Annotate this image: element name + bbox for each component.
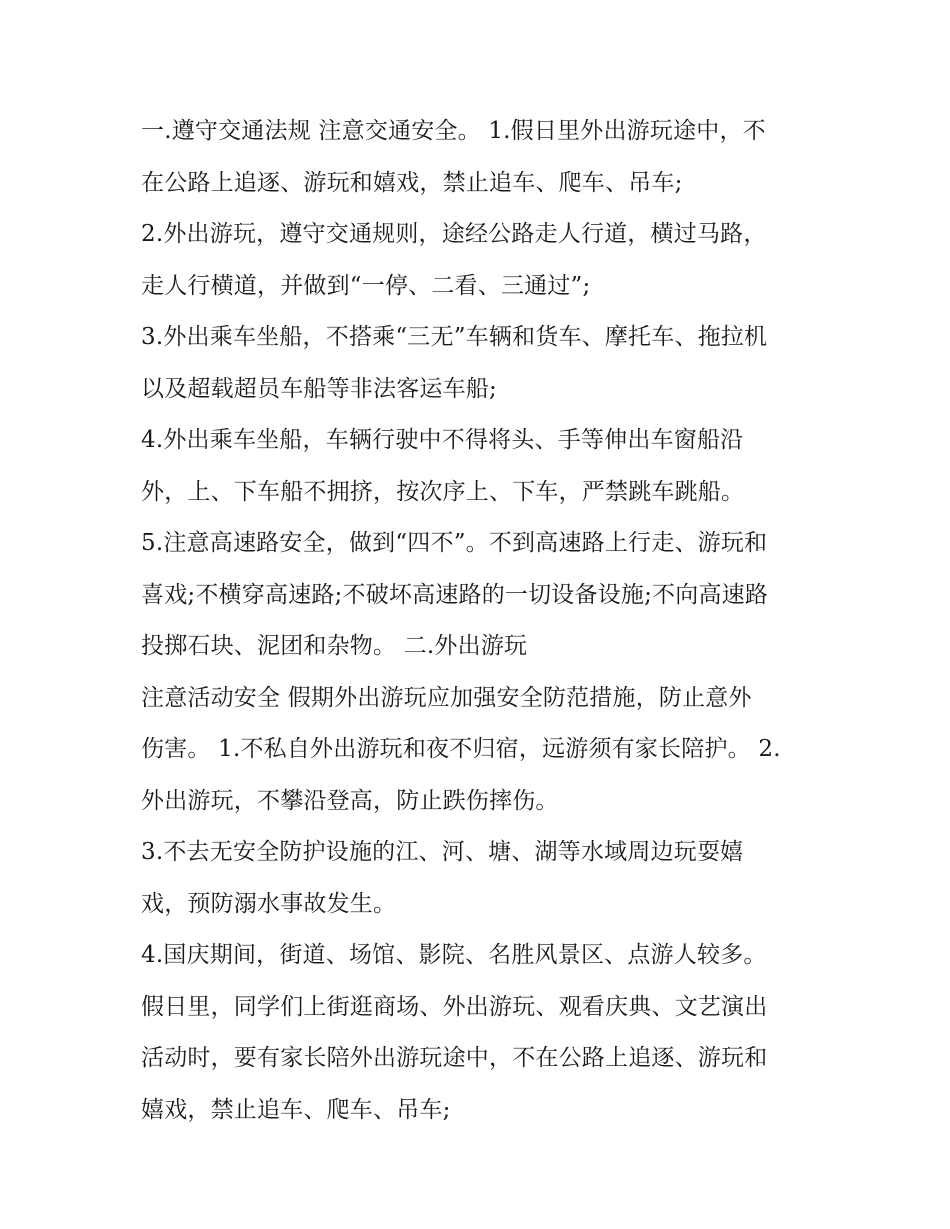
text-line: 3.外出乘车坐船，不搭乘“三无”车辆和货车、摩托车、拖拉机 [141,324,768,350]
text-line: 4.外出乘车坐船，车辆行驶中不得将头、手等伸出车窗船沿 [141,427,744,453]
text-line: 走人行横道，并做到“一停、二看、三通过”; [141,272,591,299]
text-line: 以及超载超员车船等非法客运车船; [141,375,497,402]
text-line: 假日里，同学们上街逛商场、外出游玩、观看庆典、文艺演出 [141,993,768,1020]
document-body [141,106,821,1136]
text-line: 4.国庆期间，街道、场馆、影院、名胜风景区、点游人较多。 [141,942,767,968]
text-line: 喜戏;不横穿高速路;不破坏高速路的一切设备设施;不向高速路 [141,581,769,608]
text-line: 嬉戏，禁止追车、爬车、吊车; [141,1096,451,1123]
text-line: 外，上、下车船不拥挤，按次序上、下车，严禁跳车跳船。 [141,478,745,505]
text-line: 活动时，要有家长陪外出游玩途中，不在公路上追逐、游玩和 [141,1045,768,1071]
text-line: 在公路上追逐、游玩和嬉戏，禁止追车、爬车、吊车; [141,169,683,196]
text-line: 一.遵守交通法规 注意交通安全。 1.假日里外出游玩途中，不 [141,118,766,144]
text-line: 伤害。 1.不私自外出游玩和夜不归宿，远游须有家长陪护。 2. [141,736,781,762]
text-line: 外出游玩，不攀沿登高，防止跌伤摔伤。 [141,787,559,814]
text-line: 5.注意高速路安全，做到“四不”。不到高速路上行走、游玩和 [141,530,768,556]
text-line: 投掷石块、泥团和杂物。 二.外出游玩 [141,633,528,659]
text-line: 2.外出游玩，遵守交通规则，途经公路走人行道，横过马路， [141,221,767,247]
text-line: 注意活动安全 假期外出游玩应加强安全防范措施，防止意外 [141,684,752,711]
text-line: 戏，预防溺水事故发生。 [141,890,397,917]
text-line: 3.不去无安全防护设施的江、河、塘、湖等水域周边玩耍嬉 [141,839,744,865]
